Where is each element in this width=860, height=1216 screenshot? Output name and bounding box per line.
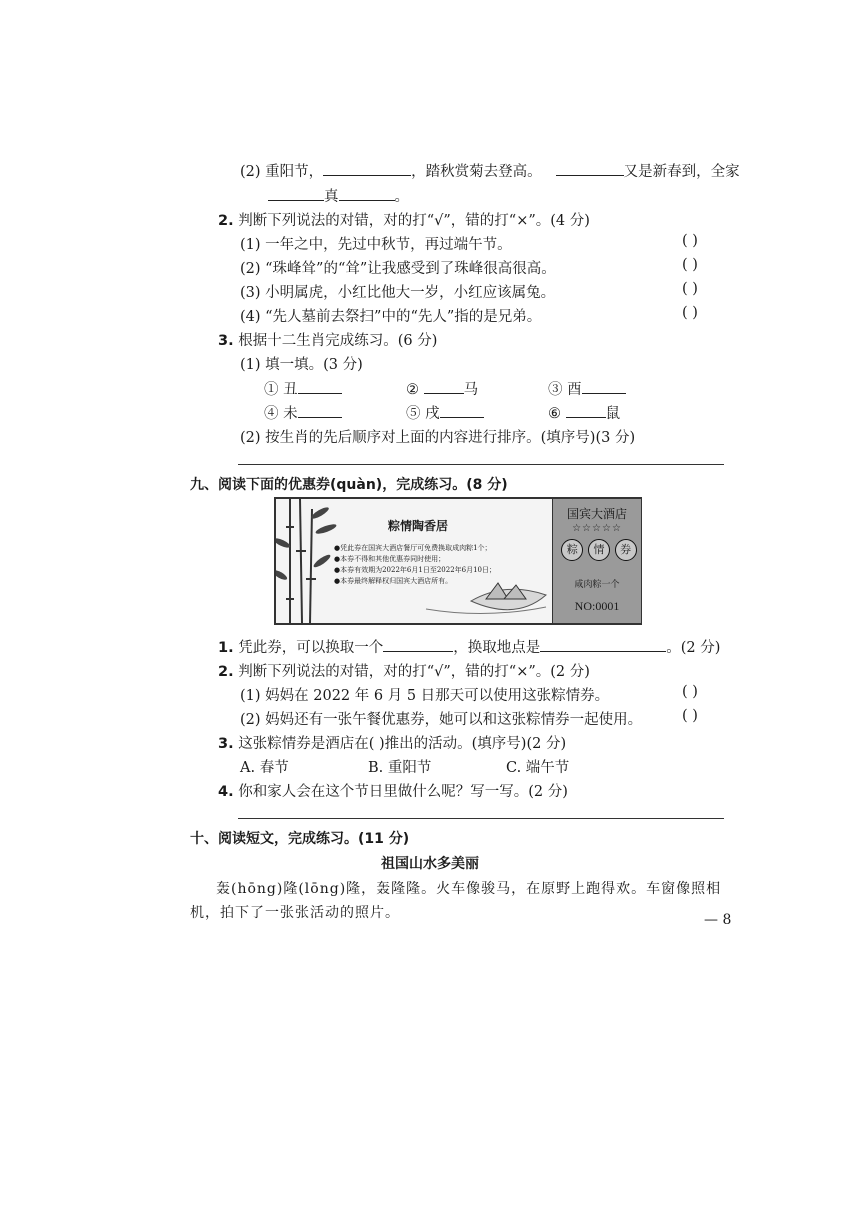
star-rating: ☆☆☆☆☆ — [572, 523, 622, 534]
s9-q1-blank-2[interactable] — [540, 637, 666, 652]
coupon — [274, 497, 642, 625]
q3-title-text: 根据十二生肖完成练习。(6 分) — [238, 333, 438, 349]
coupon-rules — [334, 543, 496, 587]
s9-q1-blank-1[interactable] — [383, 637, 453, 652]
coupon-rule: ●本券有效期为2022年6月1日至2022年6月10日； — [334, 566, 497, 574]
zodiac-cell-6-suffix: 鼠 — [605, 406, 621, 422]
s9-q3-option-b[interactable]: B. 重阳节 — [368, 760, 432, 776]
coupon-main — [276, 499, 552, 623]
q2-item-2-answer[interactable]: ( ) — [682, 257, 698, 273]
zodiac-cell-5-blank[interactable] — [440, 403, 484, 418]
zodiac-cell-2-blank[interactable] — [424, 379, 464, 394]
s9-q2-title — [218, 660, 590, 681]
q3-sub2: (2) 按生肖的先后顺序对上面的内容进行排序。(填序号)(3 分) — [240, 430, 636, 446]
q1-2-blank-2[interactable] — [556, 161, 624, 176]
q1-2-text-c: 又是新春到，全家 — [623, 164, 740, 180]
section-10-heading: 十、阅读短文，完成练习。(11 分) — [190, 831, 410, 847]
zodiac-cell-3 — [548, 378, 626, 399]
zodiac-cell-6 — [548, 402, 620, 423]
coupon-circles — [559, 539, 639, 561]
page-number: — 8 — [704, 912, 732, 928]
article-line-2: 机，拍下了一张张活动的照片。 — [190, 905, 400, 921]
zodiac-cell-3-label: ③ 酉 — [548, 382, 582, 398]
q3-title — [218, 329, 437, 350]
s9-q3-title — [218, 732, 566, 753]
q1-2-text-e: 。 — [394, 189, 409, 205]
s9-q2-item-1: (1) 妈妈在 2022 年 6 月 5 日那天可以使用这张粽情券。 — [240, 688, 610, 704]
q1-2-blank-3[interactable] — [268, 186, 324, 201]
section-9-heading: 九、阅读下面的优惠券(quàn)，完成练习。(8 分) — [190, 477, 508, 493]
s9-q4-number: 4. — [218, 784, 234, 800]
s9-q1-text-c: 。(2 分) — [666, 640, 721, 656]
s9-q2-title-text: 判断下列说法的对错，对的打“√”，错的打“×”。(2 分) — [238, 664, 590, 680]
s9-q1-text-a: 凭此券，可以换取一个 — [238, 640, 384, 656]
article-line-1: 轰(hōng)隆(lōng)隆，轰隆隆。火车像骏马，在原野上跑得欢。车窗像照相 — [216, 881, 722, 897]
q2-item-2: (2) “珠峰耸”的“耸”让我感受到了珠峰很高很高。 — [240, 261, 556, 277]
s9-q2-number: 2. — [218, 664, 234, 680]
q1-2-line2 — [268, 185, 409, 206]
zodiac-cell-5-label: ⑤ 戌 — [406, 406, 440, 422]
s9-q2-item-1-answer[interactable]: ( ) — [682, 684, 698, 700]
coupon-rule: ●本券最终解释权归国宾大酒店所有。 — [334, 577, 453, 585]
zodiac-cell-2 — [406, 378, 478, 399]
coupon-rule: ●凭此券在国宾大酒店餐厅可免费换取成肉粽1个； — [334, 544, 492, 552]
s9-q1-text-b: ，换取地点是 — [453, 640, 541, 656]
q2-item-1-answer[interactable]: ( ) — [682, 233, 698, 249]
q3-number: 3. — [218, 333, 234, 349]
s9-q3-title-text: 这张粽情券是酒店在( )推出的活动。(填序号)(2 分) — [238, 736, 567, 752]
zodiac-cell-3-blank[interactable] — [582, 379, 626, 394]
s9-q2-item-2-answer[interactable]: ( ) — [682, 708, 698, 724]
q2-item-3: (3) 小明属虎，小红比他大一岁，小红应该属兔。 — [240, 285, 556, 301]
zodiac-cell-4-label: ④ 未 — [264, 406, 298, 422]
q1-2-blank-4[interactable] — [339, 186, 395, 201]
s9-q1-number: 1. — [218, 640, 234, 656]
q1-2-blank-1[interactable] — [323, 161, 411, 176]
q2-item-4: (4) “先人墓前去祭扫”中的“先人”指的是兄弟。 — [240, 309, 542, 325]
article-title: 祖国山水多美丽 — [381, 856, 479, 872]
q2-item-3-answer[interactable]: ( ) — [682, 281, 698, 297]
s9-q1 — [218, 636, 720, 657]
zodiac-cell-5 — [406, 402, 484, 423]
s9-q4-title — [218, 780, 568, 801]
s9-q4-answer-line[interactable] — [238, 818, 724, 819]
q1-2-line1 — [240, 160, 740, 181]
q2-title-text: 判断下列说法的对错，对的打“√”，错的打“×”。(4 分) — [238, 213, 590, 229]
zodiac-cell-1-blank[interactable] — [298, 379, 342, 394]
s9-q3-option-c[interactable]: C. 端午节 — [506, 760, 570, 776]
q2-item-4-answer[interactable]: ( ) — [682, 305, 698, 321]
coupon-rule: ●本券不得和其他优惠券同时使用； — [334, 555, 446, 563]
zodiac-cell-1-label: ① 丑 — [264, 382, 298, 398]
s9-q4-title-text: 你和家人会在这个节日里做什么呢？写一写。(2 分) — [238, 784, 568, 800]
zodiac-cell-1 — [264, 378, 342, 399]
q1-2-text-a: (2) 重阳节， — [240, 164, 324, 180]
coupon-char: 粽 — [561, 539, 583, 561]
q2-title — [218, 209, 590, 230]
q2-number: 2. — [218, 213, 234, 229]
q2-item-1: (1) 一年之中，先过中秋节，再过端午节。 — [240, 237, 512, 253]
zodiac-cell-4-blank[interactable] — [298, 403, 342, 418]
s9-q2-item-2: (2) 妈妈还有一张午餐优惠券，她可以和这张粽情券一起使用。 — [240, 712, 643, 728]
coupon-stub — [552, 499, 641, 623]
q3-sub1: (1) 填一填。(3 分) — [240, 357, 363, 373]
coupon-number: NO:0001 — [574, 599, 620, 613]
s9-q3-number: 3. — [218, 736, 234, 752]
zodiac-cell-2-label: ② — [406, 382, 424, 398]
zodiac-cell-6-blank[interactable] — [566, 403, 606, 418]
zodiac-cell-4 — [264, 402, 342, 423]
zodiac-cell-2-suffix: 马 — [463, 382, 479, 398]
coupon-title: 粽情陶香居 — [388, 519, 449, 533]
coupon-char: 情 — [588, 539, 610, 561]
q3-answer-line[interactable] — [238, 464, 724, 465]
coupon-char: 券 — [615, 539, 637, 561]
zodiac-cell-6-label: ⑥ — [548, 406, 566, 422]
q1-2-text-b: ，踏秋赏菊去登高。 — [411, 164, 542, 180]
q1-2-text-d: 真 — [324, 189, 339, 205]
s9-q3-option-a[interactable]: A. 春节 — [240, 760, 289, 776]
coupon-exchange-item: 咸肉粽一个 — [574, 580, 620, 590]
hotel-name: 国宾大酒店 — [566, 507, 627, 521]
